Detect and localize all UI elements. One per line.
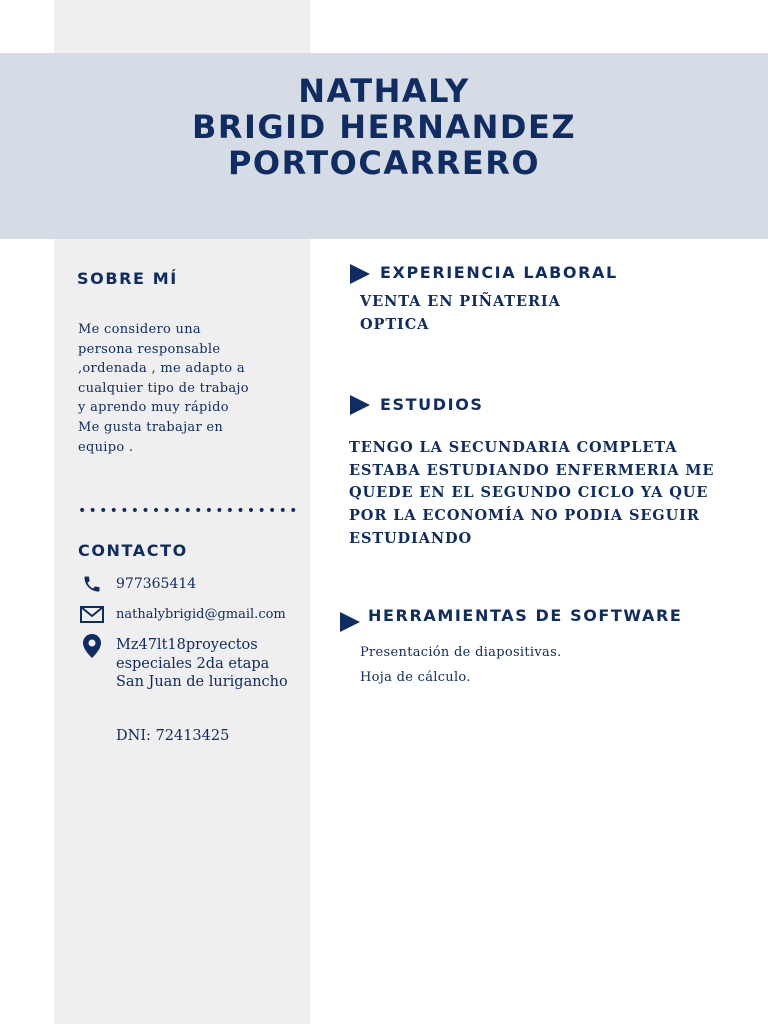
mail-icon	[79, 606, 105, 623]
triangle-bullet-icon	[350, 395, 370, 415]
triangle-bullet-icon	[340, 612, 360, 632]
studies-line: ESTABA ESTUDIANDO ENFERMERIA ME	[349, 461, 715, 479]
location-pin-icon	[79, 634, 105, 658]
contact-phone: 977365414	[116, 576, 197, 592]
experience-list	[360, 290, 561, 336]
contact-address	[116, 636, 288, 692]
name-line-2: BRIGID HERNANDEZ	[191, 108, 577, 146]
about-line: ,ordenada , me adapto a	[78, 361, 245, 377]
studies-line: ESTUDIANDO	[349, 529, 473, 547]
about-line: equipo .	[78, 439, 134, 455]
contact-email: nathalybrigid@gmail.com	[116, 607, 286, 622]
about-line: y aprendo muy rápido	[78, 400, 229, 416]
about-line: cualquier tipo de trabajo	[78, 380, 249, 396]
software-item: Presentación de diapositivas.	[360, 645, 562, 660]
about-line: Me gusta trabajar en	[78, 419, 224, 435]
experience-item: OPTICA	[360, 316, 430, 333]
software-item: Hoja de cálculo.	[360, 670, 471, 685]
studies-line: POR LA ECONOMÍA NO PODIA SEGUIR	[349, 507, 700, 525]
contact-heading: CONTACTO	[78, 541, 188, 560]
studies-text	[349, 437, 715, 551]
studies-line: QUEDE EN EL SEGUNDO CICLO YA QUE	[349, 484, 709, 502]
address-line: especiales 2da etapa	[116, 655, 270, 672]
about-line: Me considero una	[78, 322, 201, 337]
full-name	[0, 73, 768, 181]
experience-item: VENTA EN PIÑATERIA	[360, 293, 561, 310]
about-line: persona responsable	[78, 341, 221, 357]
address-line: San Juan de lurigancho	[116, 674, 288, 690]
studies-heading: ESTUDIOS	[380, 395, 484, 414]
phone-icon	[79, 574, 105, 594]
studies-line: TENGO LA SECUNDARIA COMPLETA	[349, 439, 678, 456]
experience-heading: EXPERIENCIA LABORAL	[380, 263, 618, 282]
dotted-separator: •••••••••••••••••••••	[78, 503, 300, 519]
about-text	[78, 320, 268, 457]
software-list	[360, 640, 561, 690]
triangle-bullet-icon	[350, 264, 370, 284]
about-heading: SOBRE MÍ	[77, 269, 178, 288]
address-line: Mz47lt18proyectos	[116, 637, 258, 653]
name-line-1: NATHALY	[298, 72, 470, 110]
contact-dni: DNI: 72413425	[116, 728, 230, 744]
name-line-3: PORTOCARRERO	[227, 144, 541, 182]
software-heading: HERRAMIENTAS DE SOFTWARE	[368, 606, 683, 625]
